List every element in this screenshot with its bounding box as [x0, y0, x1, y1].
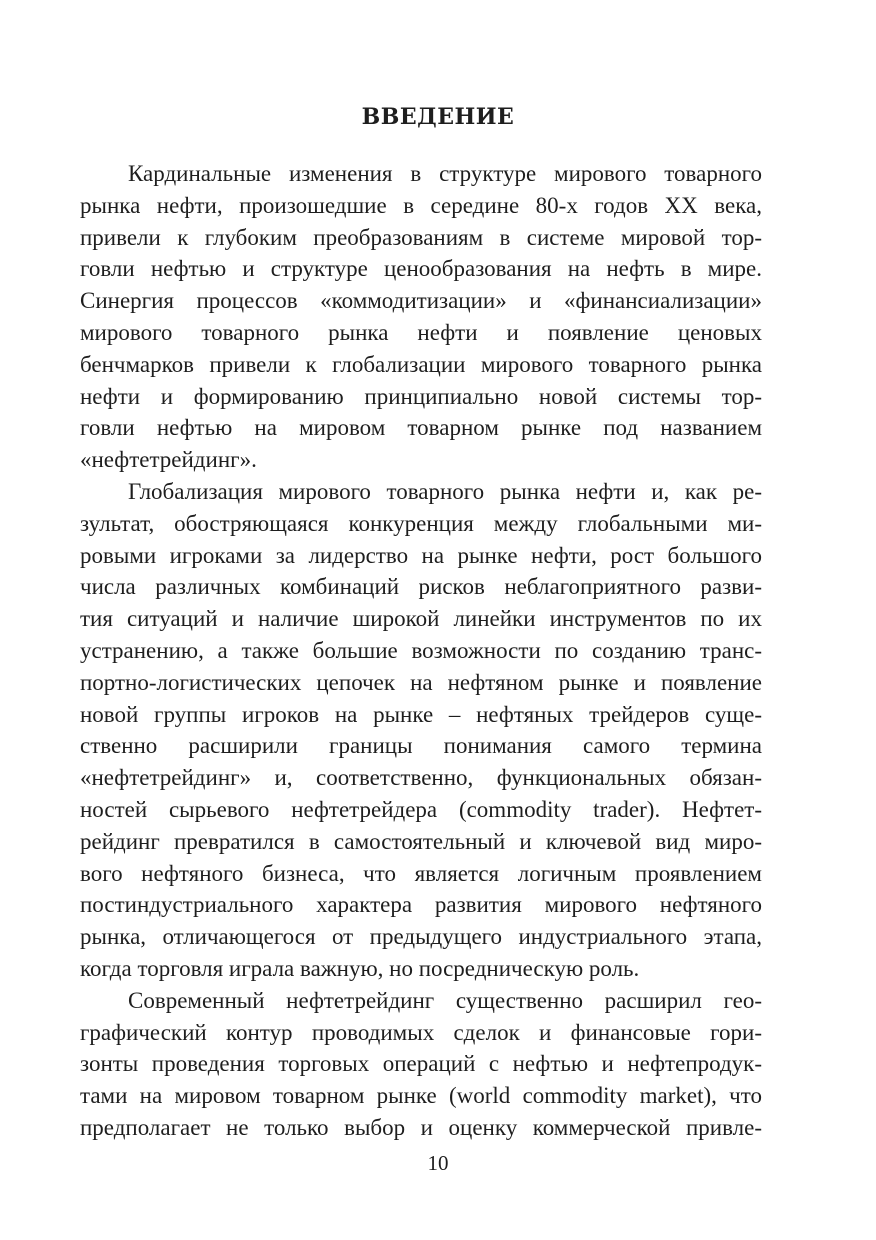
text-line: Современный нефтетрейдинг существенно расширил гео-: [128, 987, 762, 1013]
text-line: рынка нефти, произошедшие в середине 80-х годов XX века,: [80, 192, 762, 218]
text-line: предполагает не только выбор и оценку коммерческой привле-: [80, 1114, 762, 1140]
text-line: Кардинальные изменения в структуре мирового товарного: [128, 161, 762, 186]
text-line: числа различных комбинаций рисков неблагоприятного разви-: [80, 574, 762, 600]
text-line: вого нефтяного бизнеса, что является логичным проявлением: [80, 860, 762, 886]
paragraph-1: [80, 158, 762, 476]
text-line: нефти и формированию принципиально новой системы тор-: [80, 383, 762, 409]
text-line: зультат, обостряющаяся конкуренция между глобальными ми-: [80, 510, 762, 536]
text-line: говли нефтью и структуре ценообразования на нефть в мире.: [80, 256, 762, 282]
text-line: постиндустриального характера развития мирового нефтяного: [80, 892, 762, 918]
text-line: мирового товарного рынка нефти и появление ценовых: [80, 319, 762, 345]
text-line: когда торговля играла важную, но посредническую роль.: [80, 955, 640, 981]
text-line: устранению, а также большие возможности по созданию транс-: [80, 637, 762, 663]
paragraph-3: [80, 985, 762, 1144]
text-line: графический контур проводимых сделок и финансовые гори-: [80, 1019, 762, 1045]
text-line: ственно расширили границы понимания самого термина: [80, 733, 762, 759]
text-line: говли нефтью на мировом товарном рынке под названием: [80, 415, 762, 441]
text-line: «нефтетрейдинг».: [80, 447, 257, 473]
text-line: «нефтетрейдинг» и, соответственно, функциональных обязан-: [80, 765, 762, 791]
text-line: рейдинг превратился в самостоятельный и ключевой вид миро-: [80, 828, 762, 854]
text-line: привели к глубоким преобразованиям в системе мировой тор-: [80, 224, 762, 250]
text-line: новой группы игроков на рынке – нефтяных трейдеров суще-: [80, 701, 762, 727]
text-line: портно-логистических цепочек на нефтяном рынке и появление: [80, 669, 762, 695]
text-line: ровыми игроками за лидерство на рынке нефти, рост большого: [80, 542, 762, 568]
text-line: тами на мировом товарном рынке (world commodity market), что: [80, 1083, 762, 1109]
text-line: ностей сырьевого нефтетрейдера (commodity trader). Нефтет-: [80, 796, 762, 822]
text-line: рынка, отличающегося от предыдущего индустриального этапа,: [80, 924, 762, 950]
paragraph-2: [80, 476, 762, 985]
text-line: Глобализация мирового товарного рынка нефти и, как ре-: [128, 478, 762, 504]
text-line: Синергия процессов «коммодитизации» и «финансиализации»: [80, 288, 762, 314]
text-line: зонты проведения торговых операций с нефтью и нефтепродук-: [80, 1051, 762, 1077]
text-line: тия ситуаций и наличие широкой линейки инструментов по их: [80, 606, 762, 632]
text-line: бенчмарков привели к глобализации мирового товарного рынка: [80, 351, 762, 377]
page-number: 10: [427, 1151, 449, 1175]
page-title: ВВЕДЕНИЕ: [361, 104, 515, 130]
body-text: [80, 158, 762, 1144]
